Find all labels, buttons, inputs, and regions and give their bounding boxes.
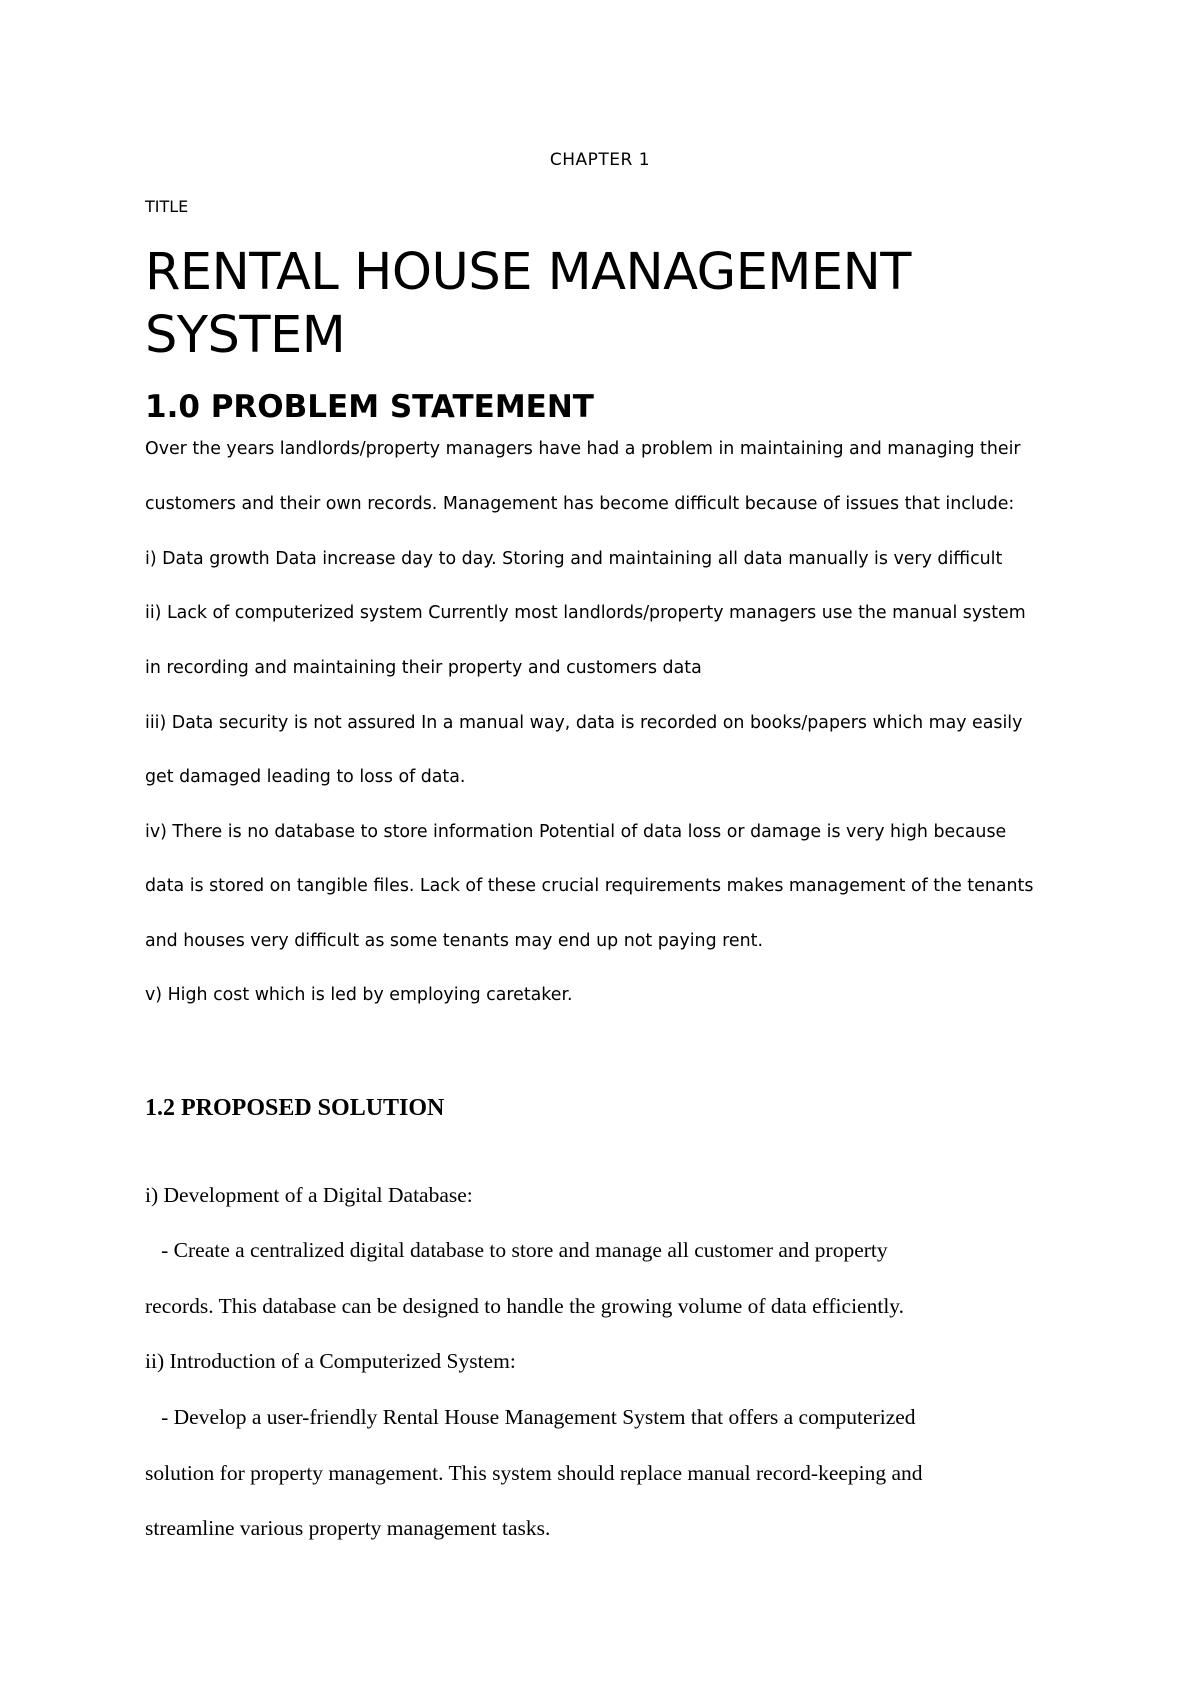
solution-line: - Develop a user-friendly Rental House Management System that offers a computerized: [145, 1405, 916, 1429]
problem-line: i) Data growth Data increase day to day. Storing and maintaining all data manually is very difficult: [145, 549, 1003, 569]
solution-line: - Create a centralized digital database to store and manage all customer and property: [145, 1238, 888, 1262]
problem-line: customers and their own records. Management has become difficult because of issues that include:: [145, 494, 1015, 514]
solution-line: records. This database can be designed to handle the growing volume of data efficiently.: [145, 1294, 905, 1318]
title-label: TITLE: [145, 197, 189, 216]
chapter-label: CHAPTER 1: [549, 150, 651, 170]
solution-line: streamline various property management tasks.: [145, 1516, 551, 1540]
problem-line: data is stored on tangible files. Lack of these crucial requirements makes management of the tenants: [145, 876, 1034, 896]
problem-line: in recording and maintaining their property and customers data: [145, 658, 702, 678]
problem-line: v) High cost which is led by employing caretaker.: [145, 985, 573, 1005]
solution-line: i) Development of a Digital Database:: [145, 1183, 473, 1207]
problem-line: and houses very difficult as some tenants may end up not paying rent.: [145, 931, 763, 951]
problem-line: iv) There is no database to store information Potential of data loss or damage is very high because: [145, 822, 1007, 842]
problem-line: get damaged leading to loss of data.: [145, 767, 466, 787]
main-title-line-1: RENTAL HOUSE MANAGEMENT: [145, 243, 911, 302]
problem-line: Over the years landlords/property managers have had a problem in maintaining and managing their: [145, 439, 1021, 459]
proposed-solution-heading: 1.2 PROPOSED SOLUTION: [145, 1095, 445, 1121]
solution-line: solution for property management. This system should replace manual record-keeping and: [145, 1461, 923, 1485]
problem-line: iii) Data security is not assured In a manual way, data is recorded on books/papers which may easily: [145, 713, 1023, 733]
problem-line: ii) Lack of computerized system Currently most landlords/property managers use the manual system: [145, 603, 1026, 623]
main-title-line-2: SYSTEM: [145, 306, 346, 365]
solution-line: ii) Introduction of a Computerized System:: [145, 1349, 516, 1373]
problem-statement-heading: 1.0 PROBLEM STATEMENT: [145, 389, 594, 425]
